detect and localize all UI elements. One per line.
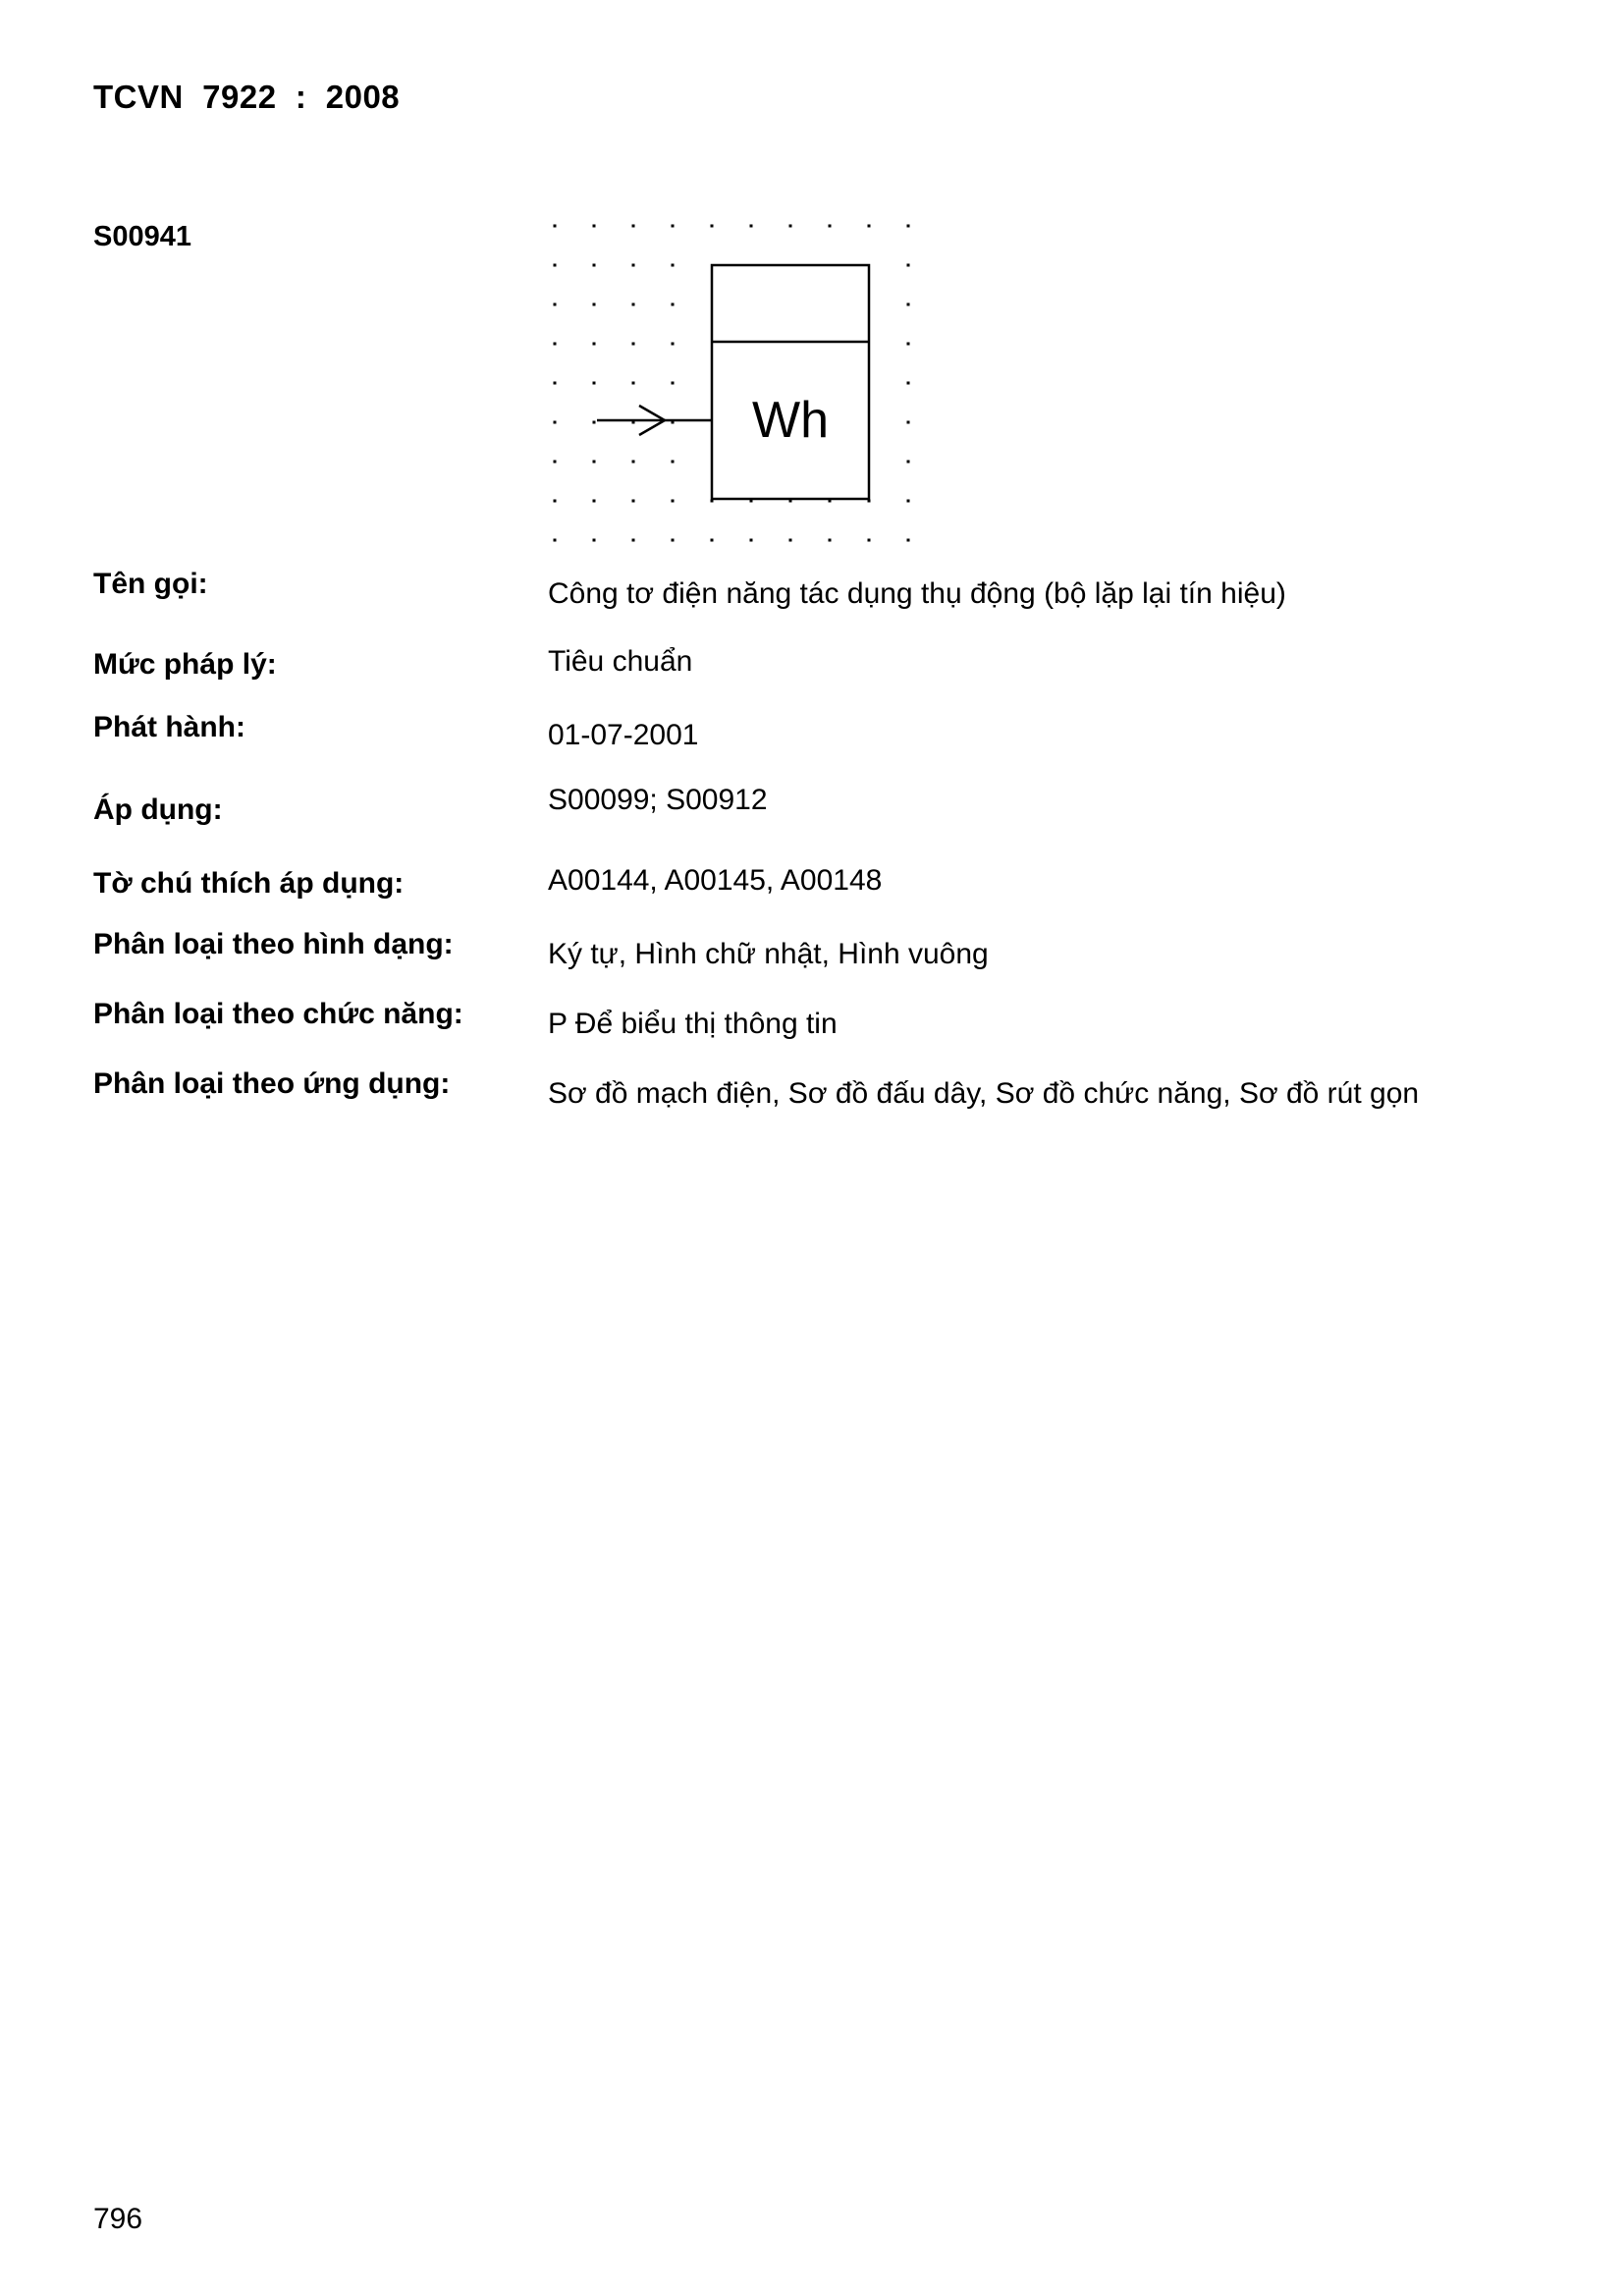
symbol-code: S00941 bbox=[93, 221, 191, 252]
grid-dot bbox=[829, 539, 832, 542]
page-number: 796 bbox=[93, 2203, 143, 2235]
grid-dot bbox=[554, 500, 557, 503]
symbol-figure bbox=[545, 216, 918, 545]
field-value: Sơ đồ mạch điện, Sơ đồ đấu dây, Sơ đồ chức năng, Sơ đồ rút gọn bbox=[548, 1077, 1420, 1110]
grid-dot bbox=[907, 303, 910, 306]
grid-dot bbox=[868, 539, 871, 542]
grid-dot bbox=[632, 225, 635, 228]
field-value: 01-07-2001 bbox=[548, 719, 699, 751]
grid-dot bbox=[593, 303, 596, 306]
grid-dot bbox=[554, 343, 557, 346]
meter-symbol-drawing bbox=[545, 216, 918, 545]
field-label: Áp dụng: bbox=[93, 793, 223, 826]
grid-dot bbox=[593, 461, 596, 464]
field-value: P Để biểu thị thông tin bbox=[548, 1008, 838, 1040]
grid-dot bbox=[868, 225, 871, 228]
grid-dot bbox=[907, 500, 910, 503]
field-label: Phân loại theo chức năng: bbox=[93, 998, 463, 1030]
grid-dot bbox=[907, 264, 910, 267]
grid-dot bbox=[593, 539, 596, 542]
grid-dot bbox=[672, 303, 675, 306]
field-value: A00144, A00145, A00148 bbox=[548, 864, 883, 897]
grid-dot bbox=[554, 264, 557, 267]
field-value: Ký tự, Hình chữ nhật, Hình vuông bbox=[548, 938, 989, 970]
grid-dot bbox=[789, 225, 792, 228]
grid-dot bbox=[554, 303, 557, 306]
grid-dot bbox=[593, 264, 596, 267]
grid-dot bbox=[672, 343, 675, 346]
grid-dot bbox=[632, 264, 635, 267]
grid-dot bbox=[672, 461, 675, 464]
grid-dot bbox=[672, 500, 675, 503]
field-value: Công tơ điện năng tác dụng thụ động (bộ lặp lại tín hiệu) bbox=[548, 577, 1286, 610]
grid-dot bbox=[632, 539, 635, 542]
grid-dot bbox=[711, 225, 714, 228]
grid-dot bbox=[593, 382, 596, 385]
grid-dot bbox=[672, 539, 675, 542]
grid-dot bbox=[672, 382, 675, 385]
grid-dot bbox=[632, 382, 635, 385]
field-label: Tên gọi: bbox=[93, 568, 208, 600]
grid-dot bbox=[907, 382, 910, 385]
field-label: Phân loại theo hình dạng: bbox=[93, 928, 454, 960]
grid-dot bbox=[632, 500, 635, 503]
field-label: Mức pháp lý: bbox=[93, 648, 277, 681]
grid-dot bbox=[554, 225, 557, 228]
field-value: S00099; S00912 bbox=[548, 784, 768, 816]
grid-dot bbox=[632, 343, 635, 346]
grid-dot bbox=[632, 303, 635, 306]
meter-box bbox=[712, 265, 869, 499]
grid-dot bbox=[593, 225, 596, 228]
grid-dot bbox=[750, 539, 753, 542]
grid-dot bbox=[554, 461, 557, 464]
grid-dot bbox=[907, 421, 910, 424]
grid-dot bbox=[829, 225, 832, 228]
field-label: Phân loại theo ứng dụng: bbox=[93, 1067, 451, 1100]
grid-dot bbox=[907, 539, 910, 542]
dot-grid bbox=[554, 225, 910, 542]
grid-dot bbox=[789, 539, 792, 542]
field-value: Tiêu chuẩn bbox=[548, 645, 693, 678]
grid-dot bbox=[554, 539, 557, 542]
grid-dot bbox=[907, 343, 910, 346]
grid-dot bbox=[750, 225, 753, 228]
grid-dot bbox=[672, 264, 675, 267]
grid-dot bbox=[907, 225, 910, 228]
field-label: Phát hành: bbox=[93, 711, 245, 743]
grid-dot bbox=[632, 461, 635, 464]
field-label: Tờ chú thích áp dụng: bbox=[93, 867, 405, 900]
grid-dot bbox=[554, 382, 557, 385]
grid-dot bbox=[593, 421, 596, 424]
document-header: TCVN 7922 : 2008 bbox=[93, 79, 401, 115]
grid-dot bbox=[672, 225, 675, 228]
grid-dot bbox=[593, 500, 596, 503]
grid-dot bbox=[907, 461, 910, 464]
grid-dot bbox=[554, 421, 557, 424]
meter-label: Wh bbox=[752, 392, 829, 449]
grid-dot bbox=[711, 539, 714, 542]
grid-dot bbox=[593, 343, 596, 346]
